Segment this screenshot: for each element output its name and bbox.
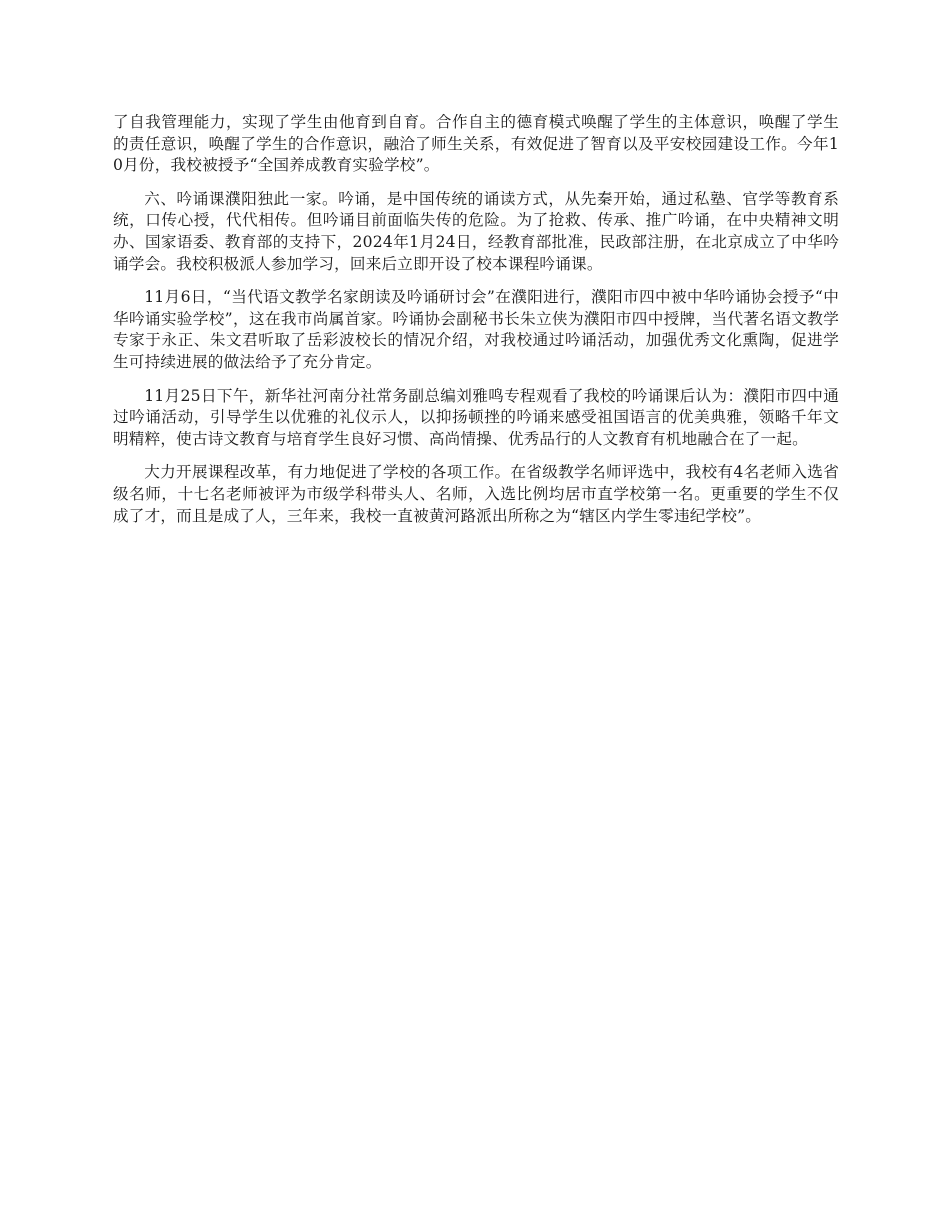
document-body bbox=[113, 112, 839, 539]
paragraph-yinsong-intro: 六、吟诵课濮阳独此一家。吟诵，是中国传统的诵读方式，从先秦开始，通过私塾、官学等教育系统，口传心授，代代相传。但吟诵目前面临失传的危险。为了抢救、传承、推广吟诵，在中央精神文明办、国家语委、教育部的支持下，2024年1月24日，经教育部批准，民政部注册，在北京成立了中华吟诵学会。我校积极派人参加学习，回来后立即开设了校本课程吟诵课。 bbox=[113, 189, 839, 273]
paragraph-continuation: 了自我管理能力，实现了学生由他育到自育。合作自主的德育模式唤醒了学生的主体意识，唤醒了学生的责任意识，唤醒了学生的合作意识，融洽了师生关系，有效促进了智育以及平安校园建设工作。今年10月份，我校被授予“全国养成教育实验学校”。 bbox=[113, 113, 839, 175]
paragraph-nov-25: 11月25日下午，新华社河南分社常务副总编刘雅鸣专程观看了我校的吟诵课后认为：濮阳市四中通过吟诵活动，引导学生以优雅的礼仪示人，以抑扬顿挫的吟诵来感受祖国语言的优美典雅，领略千年文明精粹，使古诗文教育与培育学生良好习惯、高尚情操、优秀品行的人文教育有机地融合在了一起。 bbox=[113, 386, 839, 448]
paragraph-nov-6: 11月6日，“当代语文教学名家朗读及吟诵研讨会”在濮阳进行，濮阳市四中被中华吟诵协会授予“中华吟诵实验学校”，这在我市尚属首家。吟诵协会副秘书长朱立侠为濮阳市四中授牌，当代著名语文教学专家于永正、朱文君听取了岳彩波校长的情况介绍，对我校通过吟诵活动，加强优秀文化熏陶，促进学生可持续进展的做法给予了充分肯定。 bbox=[113, 288, 839, 371]
paragraph-curriculum-reform: 大力开展课程改革，有力地促进了学校的各项工作。在省级教学名师评选中，我校有4名老师入选省级名师，十七名老师被评为市级学科带头人、名师，入选比例均居市直学校第一名。更重要的学生不仅成了才，而且是成了人，三年来，我校一直被黄河路派出所称之为“辖区内学生零违纪学校”。 bbox=[113, 463, 839, 525]
